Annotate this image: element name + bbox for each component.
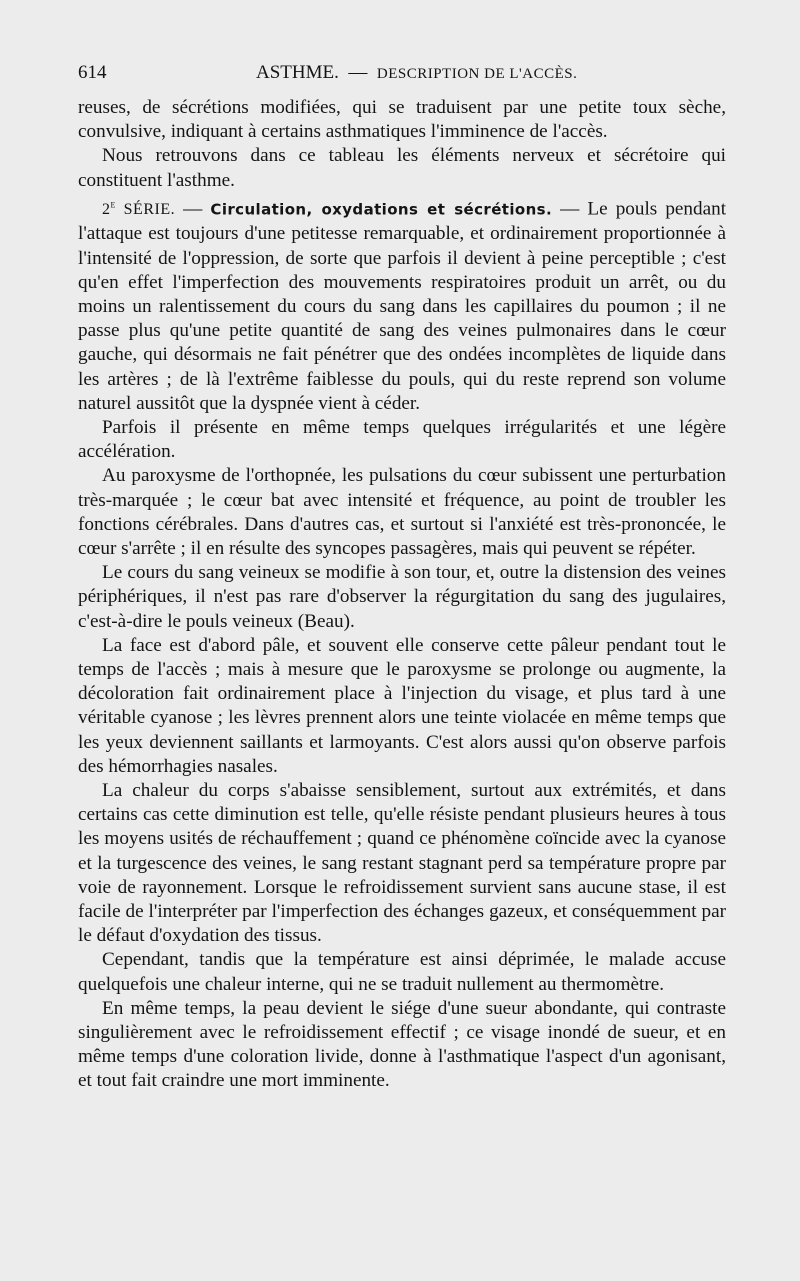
header-separator: — <box>348 62 368 83</box>
running-title <box>256 62 577 84</box>
paragraph: Parfois il présente en même temps quelques irrégularités et une légère accélération. <box>78 416 726 463</box>
paragraph: En même temps, la peau devient le siége d'une sueur abondante, qui contraste singulièrement avec le refroidissement effectif ; ce visage inondé de sueur, et en même temps d'une coloration livide, donne à l'asthmatique l'aspect d'un agonisant, et tout fait craindre une mort imminente. <box>78 997 726 1092</box>
paragraph: Au paroxysme de l'orthopnée, les pulsations du cœur subissent une perturbation très-marquée ; le cœur bat avec intensité et fréquence, au point de troubler les fonctions cérébrales. Dans d'autres cas, et surtout si l'anxiété est très-prononcée, le cœur s'arrête ; il en résulte des syncopes passagères, mais qui peuvent se répéter. <box>78 465 726 559</box>
series-title: Circulation, oxydations et sécrétions. <box>210 200 553 219</box>
series-label <box>102 198 176 219</box>
series-label-text: SÉRIE. <box>123 201 176 219</box>
series-dash-2: — <box>560 198 580 220</box>
page-body <box>78 96 726 1094</box>
series-paragraph <box>78 193 726 416</box>
paragraph: Cependant, tandis que la température est ainsi déprimée, le malade accuse quelquefois une chaleur interne, qui ne se traduit nullement au thermomètre. <box>78 949 726 995</box>
paragraph: La face est d'abord pâle, et souvent elle conserve cette pâleur pendant tout le temps de l'accès ; mais à mesure que le paroxysme se prolonge ou augmente, la décoloration fait ordinairement place à l'injection du visage, et plus tard à une véritable cyanose ; les lèvres prennent alors une teinte violacée en même temps que les yeux deviennent saillants et larmoyants. C'est alors aussi qu'on observe parfois des hémorrhagies nasales. <box>78 634 726 777</box>
paragraph-continued: reuses, de sécrétions modifiées, qui se traduisent par une petite toux sèche, convulsive, indiquant à certains asthmatiques l'imminence de l'accès. <box>78 97 726 143</box>
series-number: 2 <box>102 201 111 219</box>
paragraph: Nous retrouvons dans ce tableau les éléments nerveux et sécrétoire qui constituent l'asthme. <box>78 145 726 191</box>
series-ordinal: e <box>110 198 116 211</box>
header-title: ASTHME. <box>256 62 339 83</box>
paragraph: La chaleur du corps s'abaisse sensiblement, surtout aux extrémités, et dans certains cas cette diminution est telle, qu'elle résiste pendant plusieurs heures à tous les moyens usités de réchauffement ; quand ce phénomène coïncide avec la cyanose et la turgescence des veines, le sang restant stagnant perd sa température propre par voie de rayonnement. Lorsque le refroidissement survient sans aucune stase, il est facile de l'interpréter par l'imperfection des échanges gazeux, et conséquemment par le défaut d'oxydation des tissus. <box>78 780 726 947</box>
series-text: Le pouls pendant l'attaque est toujours d'une petitesse remarquable, et ordinairement proportionnée à l'intensité de l'oppression, de sorte que parfois il devient à peine perceptible ; c'est qu'en effet l'imperfection des mouvements respiratoires produit un arrêt, ou du moins un ralentissement du cours du sang dans les capillaires du poumon ; il ne passe plus qu'une petite quantité de sang des veines pulmonaires dans le cœur gauche, qui désormais ne fait pénétrer que des ondées incomplètes de liquide dans les artères ; de là l'extrême faiblesse du pouls, qui du reste reprend son volume naturel aussitôt que la dyspnée vient à céder. <box>78 198 727 414</box>
running-header <box>78 62 726 88</box>
paragraph: Le cours du sang veineux se modifie à son tour, et, outre la distension des veines périphériques, il n'est pas rare d'observer la régurgitation du sang des jugulaires, c'est-à-dire le pouls veineux (Beau). <box>78 562 726 632</box>
page-number: 614 <box>78 62 107 83</box>
series-dash: — <box>183 198 203 220</box>
header-section: DESCRIPTION DE L'ACCÈS. <box>376 66 578 82</box>
